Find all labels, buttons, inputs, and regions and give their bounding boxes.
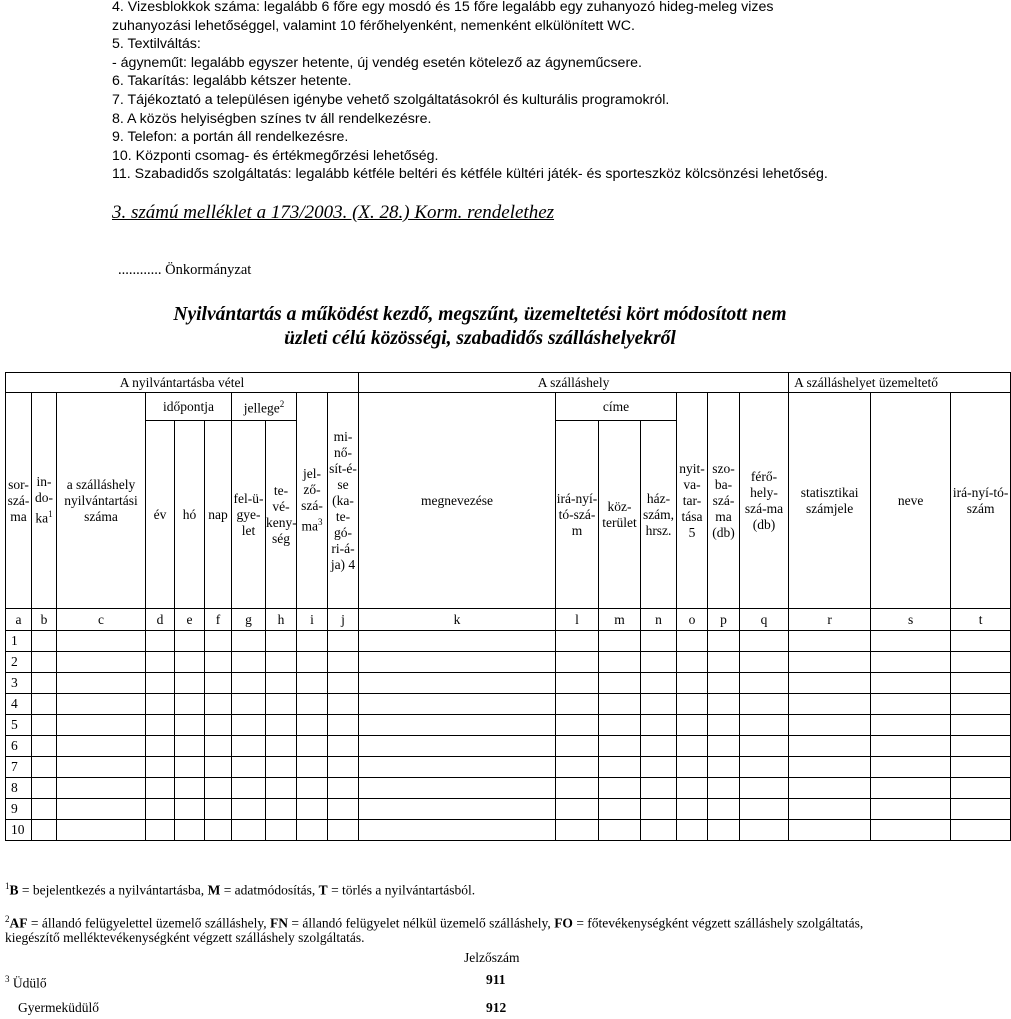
- table-cell[interactable]: [328, 820, 359, 841]
- table-cell[interactable]: [556, 631, 599, 652]
- table-cell[interactable]: [146, 757, 175, 778]
- table-cell[interactable]: [175, 736, 205, 757]
- footnote-2: $^2$AF = állandó felügyelettel üzemelő szálláshely, FN = állandó felügyelet nélkül üzemelő szálláshely, FO = főtevékenységként végzett szálláshely szolgáltatás,: [5, 914, 864, 931]
- table-cell[interactable]: [205, 694, 232, 715]
- letter-cell: j: [328, 609, 359, 631]
- footnote-1: $^1$B = bejelentkezés a nyilvántartásba, M = adatmódosítás, T = törlés a nyilvántartásból.: [5, 881, 476, 898]
- table-cell[interactable]: [677, 799, 708, 820]
- table-cell[interactable]: [556, 694, 599, 715]
- table-cell[interactable]: [146, 631, 175, 652]
- list-line: 9. Telefon: a portán áll rendelkezésre.: [112, 129, 349, 146]
- table-cell[interactable]: [359, 673, 556, 694]
- list-line: 6. Takarítás: legalább kétszer hetente.: [112, 73, 352, 90]
- table-cell[interactable]: [205, 799, 232, 820]
- table-cell[interactable]: [677, 694, 708, 715]
- table-row: [6, 631, 1011, 652]
- table-cell[interactable]: [359, 631, 556, 652]
- letter-cell: k: [359, 609, 556, 631]
- letter-cell: s: [871, 609, 951, 631]
- table-cell[interactable]: [740, 652, 789, 673]
- letter-cell: l: [556, 609, 599, 631]
- table-cell[interactable]: [57, 757, 146, 778]
- table-cell[interactable]: [871, 820, 951, 841]
- table-cell[interactable]: [789, 715, 871, 736]
- sub-type: jellege$^2$: [232, 393, 297, 421]
- table-cell[interactable]: [175, 820, 205, 841]
- table-cell[interactable]: [871, 736, 951, 757]
- letter-cell: h: [266, 609, 297, 631]
- table-cell[interactable]: [740, 631, 789, 652]
- col-open: nyit-va-tar-tása 5: [677, 393, 708, 609]
- table-cell[interactable]: [599, 631, 641, 652]
- table-cell[interactable]: [205, 757, 232, 778]
- letter-cell: b: [32, 609, 57, 631]
- table-cell[interactable]: [951, 799, 1011, 820]
- table-cell[interactable]: [740, 757, 789, 778]
- col-quality: mi-nő-sít-é-se (ka-te-gó-ri-á-ja) 4: [328, 393, 359, 609]
- row-number: 6: [6, 736, 32, 757]
- authority-line: ............ Önkormányzat: [118, 262, 252, 278]
- row-number: 2: [6, 652, 32, 673]
- table-cell[interactable]: [599, 757, 641, 778]
- table-cell[interactable]: [359, 694, 556, 715]
- table-cell[interactable]: [328, 799, 359, 820]
- table-cell[interactable]: [708, 778, 740, 799]
- table-cell[interactable]: [708, 736, 740, 757]
- col-street: köz-terület: [599, 421, 641, 609]
- table-row: [6, 799, 1011, 820]
- table-cell[interactable]: [641, 820, 677, 841]
- table-cell[interactable]: [740, 778, 789, 799]
- table-cell[interactable]: [871, 757, 951, 778]
- letter-cell: r: [789, 609, 871, 631]
- table-cell[interactable]: [708, 757, 740, 778]
- table-cell[interactable]: [266, 736, 297, 757]
- table-cell[interactable]: [297, 715, 328, 736]
- col-reason: $in-do-ka^1$: [32, 393, 57, 609]
- table-cell[interactable]: [951, 715, 1011, 736]
- table-cell[interactable]: [556, 715, 599, 736]
- col-zip: irá-nyí-tó-szá-m: [556, 421, 599, 609]
- table-cell[interactable]: [641, 694, 677, 715]
- table-row: [6, 778, 1011, 799]
- table-cell[interactable]: [789, 631, 871, 652]
- col-operator-zip: irá-nyí-tó-szám: [951, 393, 1011, 609]
- table-cell[interactable]: [740, 715, 789, 736]
- table-cell[interactable]: [641, 652, 677, 673]
- table-cell[interactable]: [740, 673, 789, 694]
- table-cell[interactable]: [677, 715, 708, 736]
- table-cell[interactable]: [641, 673, 677, 694]
- annex-heading: 3. számú melléklet a 173/2003. (X. 28.) Korm. rendelethez: [112, 202, 555, 223]
- table-cell[interactable]: [57, 694, 146, 715]
- table-cell[interactable]: [175, 757, 205, 778]
- table-cell[interactable]: [146, 778, 175, 799]
- list-line: zuhanyozási lehetőséggel, valamint 10 férőhelyenként, nemenként elkülönített WC.: [112, 17, 635, 34]
- table-cell[interactable]: [951, 736, 1011, 757]
- table-cell[interactable]: [951, 652, 1011, 673]
- table-cell[interactable]: [328, 631, 359, 652]
- table-cell[interactable]: [708, 694, 740, 715]
- table-cell[interactable]: [740, 736, 789, 757]
- letter-cell: c: [57, 609, 146, 631]
- table-cell[interactable]: [708, 799, 740, 820]
- table-cell[interactable]: [266, 820, 297, 841]
- table-cell[interactable]: [556, 673, 599, 694]
- table-cell[interactable]: [297, 778, 328, 799]
- table-cell[interactable]: [232, 778, 266, 799]
- table-cell[interactable]: [297, 820, 328, 841]
- table-cell[interactable]: [641, 736, 677, 757]
- table-cell[interactable]: [297, 736, 328, 757]
- table-cell[interactable]: [232, 820, 266, 841]
- col-name: megnevezése: [359, 393, 556, 609]
- list-line: 5. Textilváltás:: [112, 36, 201, 53]
- table-cell[interactable]: [266, 652, 297, 673]
- table-cell[interactable]: [677, 757, 708, 778]
- table-cell[interactable]: [789, 799, 871, 820]
- col-activity: te-vé-keny-ség: [266, 421, 297, 609]
- table-cell[interactable]: [951, 673, 1011, 694]
- table-cell[interactable]: [556, 820, 599, 841]
- table-cell[interactable]: [232, 631, 266, 652]
- letter-cell: q: [740, 609, 789, 631]
- table-cell[interactable]: [871, 673, 951, 694]
- table-cell[interactable]: [641, 715, 677, 736]
- footnote-2-line-2: kiegészítő melléktevékenységként végzett szálláshely szolgáltatás.: [5, 930, 365, 945]
- table-cell[interactable]: [556, 757, 599, 778]
- table-cell[interactable]: [57, 652, 146, 673]
- table-cell[interactable]: [599, 820, 641, 841]
- table-cell[interactable]: [232, 736, 266, 757]
- table-cell[interactable]: [57, 736, 146, 757]
- table-cell[interactable]: [871, 631, 951, 652]
- row-number: 4: [6, 694, 32, 715]
- table-cell[interactable]: [328, 694, 359, 715]
- table-cell[interactable]: [708, 631, 740, 652]
- table-cell[interactable]: [266, 673, 297, 694]
- title-line-2: üzleti célú közösségi, szabadidős szálláshelyekről: [284, 328, 676, 349]
- title-line-1: Nyilvántartás a működést kezdő, megszűnt, üzemeltetési kört módosított nem: [173, 304, 787, 325]
- footnote-3-row-2: Gyermeküdülő: [18, 1000, 99, 1015]
- table-cell[interactable]: [297, 799, 328, 820]
- table-cell[interactable]: [32, 799, 57, 820]
- col-month: hó: [175, 421, 205, 609]
- table-cell[interactable]: [789, 757, 871, 778]
- table-cell[interactable]: [297, 757, 328, 778]
- table-cell[interactable]: [599, 694, 641, 715]
- table-cell[interactable]: [789, 652, 871, 673]
- table-cell[interactable]: [359, 652, 556, 673]
- table-cell[interactable]: [232, 673, 266, 694]
- table-cell[interactable]: [359, 757, 556, 778]
- table-cell[interactable]: [789, 694, 871, 715]
- table-cell[interactable]: [266, 715, 297, 736]
- table-cell[interactable]: [599, 652, 641, 673]
- table-cell[interactable]: [951, 631, 1011, 652]
- list-line: 10. Központi csomag- és értékmegőrzési lehetőség.: [112, 147, 439, 164]
- table-cell[interactable]: [871, 715, 951, 736]
- table-cell[interactable]: [641, 631, 677, 652]
- table-cell[interactable]: [599, 778, 641, 799]
- table-cell[interactable]: [359, 715, 556, 736]
- table-cell[interactable]: [677, 736, 708, 757]
- table-cell[interactable]: [175, 673, 205, 694]
- table-cell[interactable]: [146, 694, 175, 715]
- letter-cell: n: [641, 609, 677, 631]
- table-cell[interactable]: [205, 673, 232, 694]
- table-cell[interactable]: [789, 820, 871, 841]
- table-cell[interactable]: [205, 778, 232, 799]
- table-cell[interactable]: [708, 715, 740, 736]
- table-row: [6, 820, 1011, 841]
- table-cell[interactable]: [871, 694, 951, 715]
- table-cell[interactable]: [32, 694, 57, 715]
- col-year: év: [146, 421, 175, 609]
- table-cell[interactable]: [266, 778, 297, 799]
- table-cell[interactable]: [266, 631, 297, 652]
- letter-cell: e: [175, 609, 205, 631]
- table-cell[interactable]: [641, 778, 677, 799]
- table-cell[interactable]: [328, 757, 359, 778]
- list-line: 7. Tájékoztató a településen igénybe vehető szolgáltatásokról és kulturális programokról.: [112, 91, 670, 108]
- table-cell[interactable]: [789, 673, 871, 694]
- table-cell[interactable]: [708, 652, 740, 673]
- group-registration: A nyilvántartásba vétel: [6, 373, 359, 393]
- row-number: 8: [6, 778, 32, 799]
- row-number: 3: [6, 673, 32, 694]
- table-cell[interactable]: [556, 799, 599, 820]
- table-cell[interactable]: [740, 799, 789, 820]
- table-cell[interactable]: [57, 778, 146, 799]
- table-cell[interactable]: [599, 799, 641, 820]
- document-title: [0, 303, 960, 351]
- table-cell[interactable]: [789, 736, 871, 757]
- table-cell[interactable]: [871, 652, 951, 673]
- table-cell[interactable]: [871, 799, 951, 820]
- table-cell[interactable]: [146, 673, 175, 694]
- table-cell[interactable]: [57, 715, 146, 736]
- table-cell[interactable]: [146, 820, 175, 841]
- table-cell[interactable]: [708, 673, 740, 694]
- table-cell[interactable]: [57, 820, 146, 841]
- table-row: [6, 757, 1011, 778]
- table-cell[interactable]: [57, 631, 146, 652]
- table-cell[interactable]: [556, 778, 599, 799]
- col-operator-name: neve: [871, 393, 951, 609]
- list-line: - ágyneműt: legalább egyszer hetente, új vendég esetén kötelező az ágyneműcsere.: [112, 54, 643, 71]
- footnote-3-code-1: 911: [486, 972, 506, 987]
- table-cell[interactable]: [175, 652, 205, 673]
- col-stat: statisztikai számjele: [789, 393, 871, 609]
- table-cell[interactable]: [266, 799, 297, 820]
- table-cell[interactable]: [205, 631, 232, 652]
- list-line: 11. Szabadidős szolgáltatás: legalább kétféle beltéri és kétféle kültéri játék- és sporteszköz kölcsönzési lehetőség.: [112, 166, 828, 183]
- row-number: 1: [6, 631, 32, 652]
- table-cell[interactable]: [266, 757, 297, 778]
- col-house: ház-szám, hrsz.: [641, 421, 677, 609]
- table-cell[interactable]: [205, 736, 232, 757]
- row-number: 5: [6, 715, 32, 736]
- footnote-3-code-2: 912: [486, 1000, 507, 1015]
- table-cell[interactable]: [32, 715, 57, 736]
- table-cell[interactable]: [57, 673, 146, 694]
- table-cell[interactable]: [328, 673, 359, 694]
- table-cell[interactable]: [57, 799, 146, 820]
- col-registration-number: a szálláshely nyilvántartási száma: [57, 393, 146, 609]
- table-cell[interactable]: [146, 715, 175, 736]
- table-cell[interactable]: [871, 778, 951, 799]
- table-cell[interactable]: [359, 736, 556, 757]
- table-cell[interactable]: [297, 631, 328, 652]
- table-cell[interactable]: [556, 736, 599, 757]
- table-row: [6, 715, 1011, 736]
- sub-date: időpontja: [146, 393, 232, 421]
- table-cell[interactable]: [32, 778, 57, 799]
- table-cell[interactable]: [599, 673, 641, 694]
- letter-cell: p: [708, 609, 740, 631]
- table-cell[interactable]: [641, 757, 677, 778]
- table-cell[interactable]: [359, 820, 556, 841]
- table-row: [6, 673, 1011, 694]
- table-cell[interactable]: [232, 799, 266, 820]
- letter-cell: d: [146, 609, 175, 631]
- table-cell[interactable]: [32, 652, 57, 673]
- table-cell[interactable]: [599, 715, 641, 736]
- table-cell[interactable]: [708, 820, 740, 841]
- footnote-3-row-1: $^3$ Üdülő: [5, 974, 47, 991]
- table-cell[interactable]: [266, 694, 297, 715]
- table-cell[interactable]: [146, 736, 175, 757]
- sub-address: címe: [556, 393, 677, 421]
- table-cell[interactable]: [32, 736, 57, 757]
- table-row: [6, 652, 1011, 673]
- table-cell[interactable]: [789, 778, 871, 799]
- table-cell[interactable]: [32, 673, 57, 694]
- table-cell[interactable]: [232, 652, 266, 673]
- table-cell[interactable]: [297, 652, 328, 673]
- table-cell[interactable]: [297, 673, 328, 694]
- table-cell[interactable]: [175, 694, 205, 715]
- table-row: [6, 694, 1011, 715]
- list-line: 4. Vizesblokkok száma: legalább 6 főre egy mosdó és 15 főre legalább egy zuhanyozó hideg-meleg vizes: [112, 0, 774, 15]
- table-cell[interactable]: [328, 736, 359, 757]
- table-cell[interactable]: [205, 820, 232, 841]
- table-cell[interactable]: [740, 694, 789, 715]
- table-cell[interactable]: [677, 820, 708, 841]
- table-cell[interactable]: [677, 631, 708, 652]
- registry-table: [5, 372, 1011, 841]
- letter-cell: f: [205, 609, 232, 631]
- table-cell[interactable]: [175, 799, 205, 820]
- table-cell[interactable]: [599, 736, 641, 757]
- col-serial: sor-szá-ma: [6, 393, 32, 609]
- letter-cell: m: [599, 609, 641, 631]
- table-cell[interactable]: [205, 715, 232, 736]
- table-row: [6, 736, 1011, 757]
- letter-cell: g: [232, 609, 266, 631]
- table-cell[interactable]: [146, 652, 175, 673]
- table-cell[interactable]: [146, 799, 175, 820]
- table-cell[interactable]: [951, 757, 1011, 778]
- letter-cell: o: [677, 609, 708, 631]
- table-cell[interactable]: [677, 652, 708, 673]
- table-cell[interactable]: [175, 715, 205, 736]
- table-cell[interactable]: [359, 799, 556, 820]
- letter-cell: a: [6, 609, 32, 631]
- col-supervised: fel-ü-gye-let: [232, 421, 266, 609]
- table-cell[interactable]: [359, 778, 556, 799]
- group-accommodation: A szálláshely: [359, 373, 789, 393]
- table-cell[interactable]: [677, 673, 708, 694]
- table-cell[interactable]: [205, 652, 232, 673]
- table-cell[interactable]: [32, 631, 57, 652]
- table-cell[interactable]: [641, 799, 677, 820]
- col-day: nap: [205, 421, 232, 609]
- table-cell[interactable]: [740, 820, 789, 841]
- table-cell[interactable]: [951, 778, 1011, 799]
- table-cell[interactable]: [328, 652, 359, 673]
- table-cell[interactable]: [951, 820, 1011, 841]
- col-code: jel-$ző-szá-ma^3$: [297, 393, 328, 609]
- col-rooms: szo-ba-szá-ma (db): [708, 393, 740, 609]
- table-cell[interactable]: [297, 694, 328, 715]
- table-cell[interactable]: [232, 694, 266, 715]
- table-cell[interactable]: [32, 757, 57, 778]
- table-cell[interactable]: [175, 631, 205, 652]
- row-number: 7: [6, 757, 32, 778]
- table-cell[interactable]: [175, 778, 205, 799]
- row-number: 10: [6, 820, 32, 841]
- table-cell[interactable]: [556, 652, 599, 673]
- service-list: [112, 0, 828, 184]
- table-cell[interactable]: [232, 757, 266, 778]
- group-operator: A szálláshelyet üzemeltető: [789, 373, 1011, 393]
- letter-cell: i: [297, 609, 328, 631]
- table-cell[interactable]: [677, 778, 708, 799]
- table-cell[interactable]: [328, 715, 359, 736]
- col-beds: férő-hely-szá-ma (db): [740, 393, 789, 609]
- table-cell[interactable]: [32, 820, 57, 841]
- list-line: 8. A közös helyiségben színes tv áll rendelkezésre.: [112, 110, 432, 127]
- footnote-3-header: Jelzőszám: [464, 950, 520, 965]
- table-cell[interactable]: [951, 694, 1011, 715]
- table-cell[interactable]: [232, 715, 266, 736]
- letter-cell: t: [951, 609, 1011, 631]
- row-number: 9: [6, 799, 32, 820]
- table-cell[interactable]: [328, 778, 359, 799]
